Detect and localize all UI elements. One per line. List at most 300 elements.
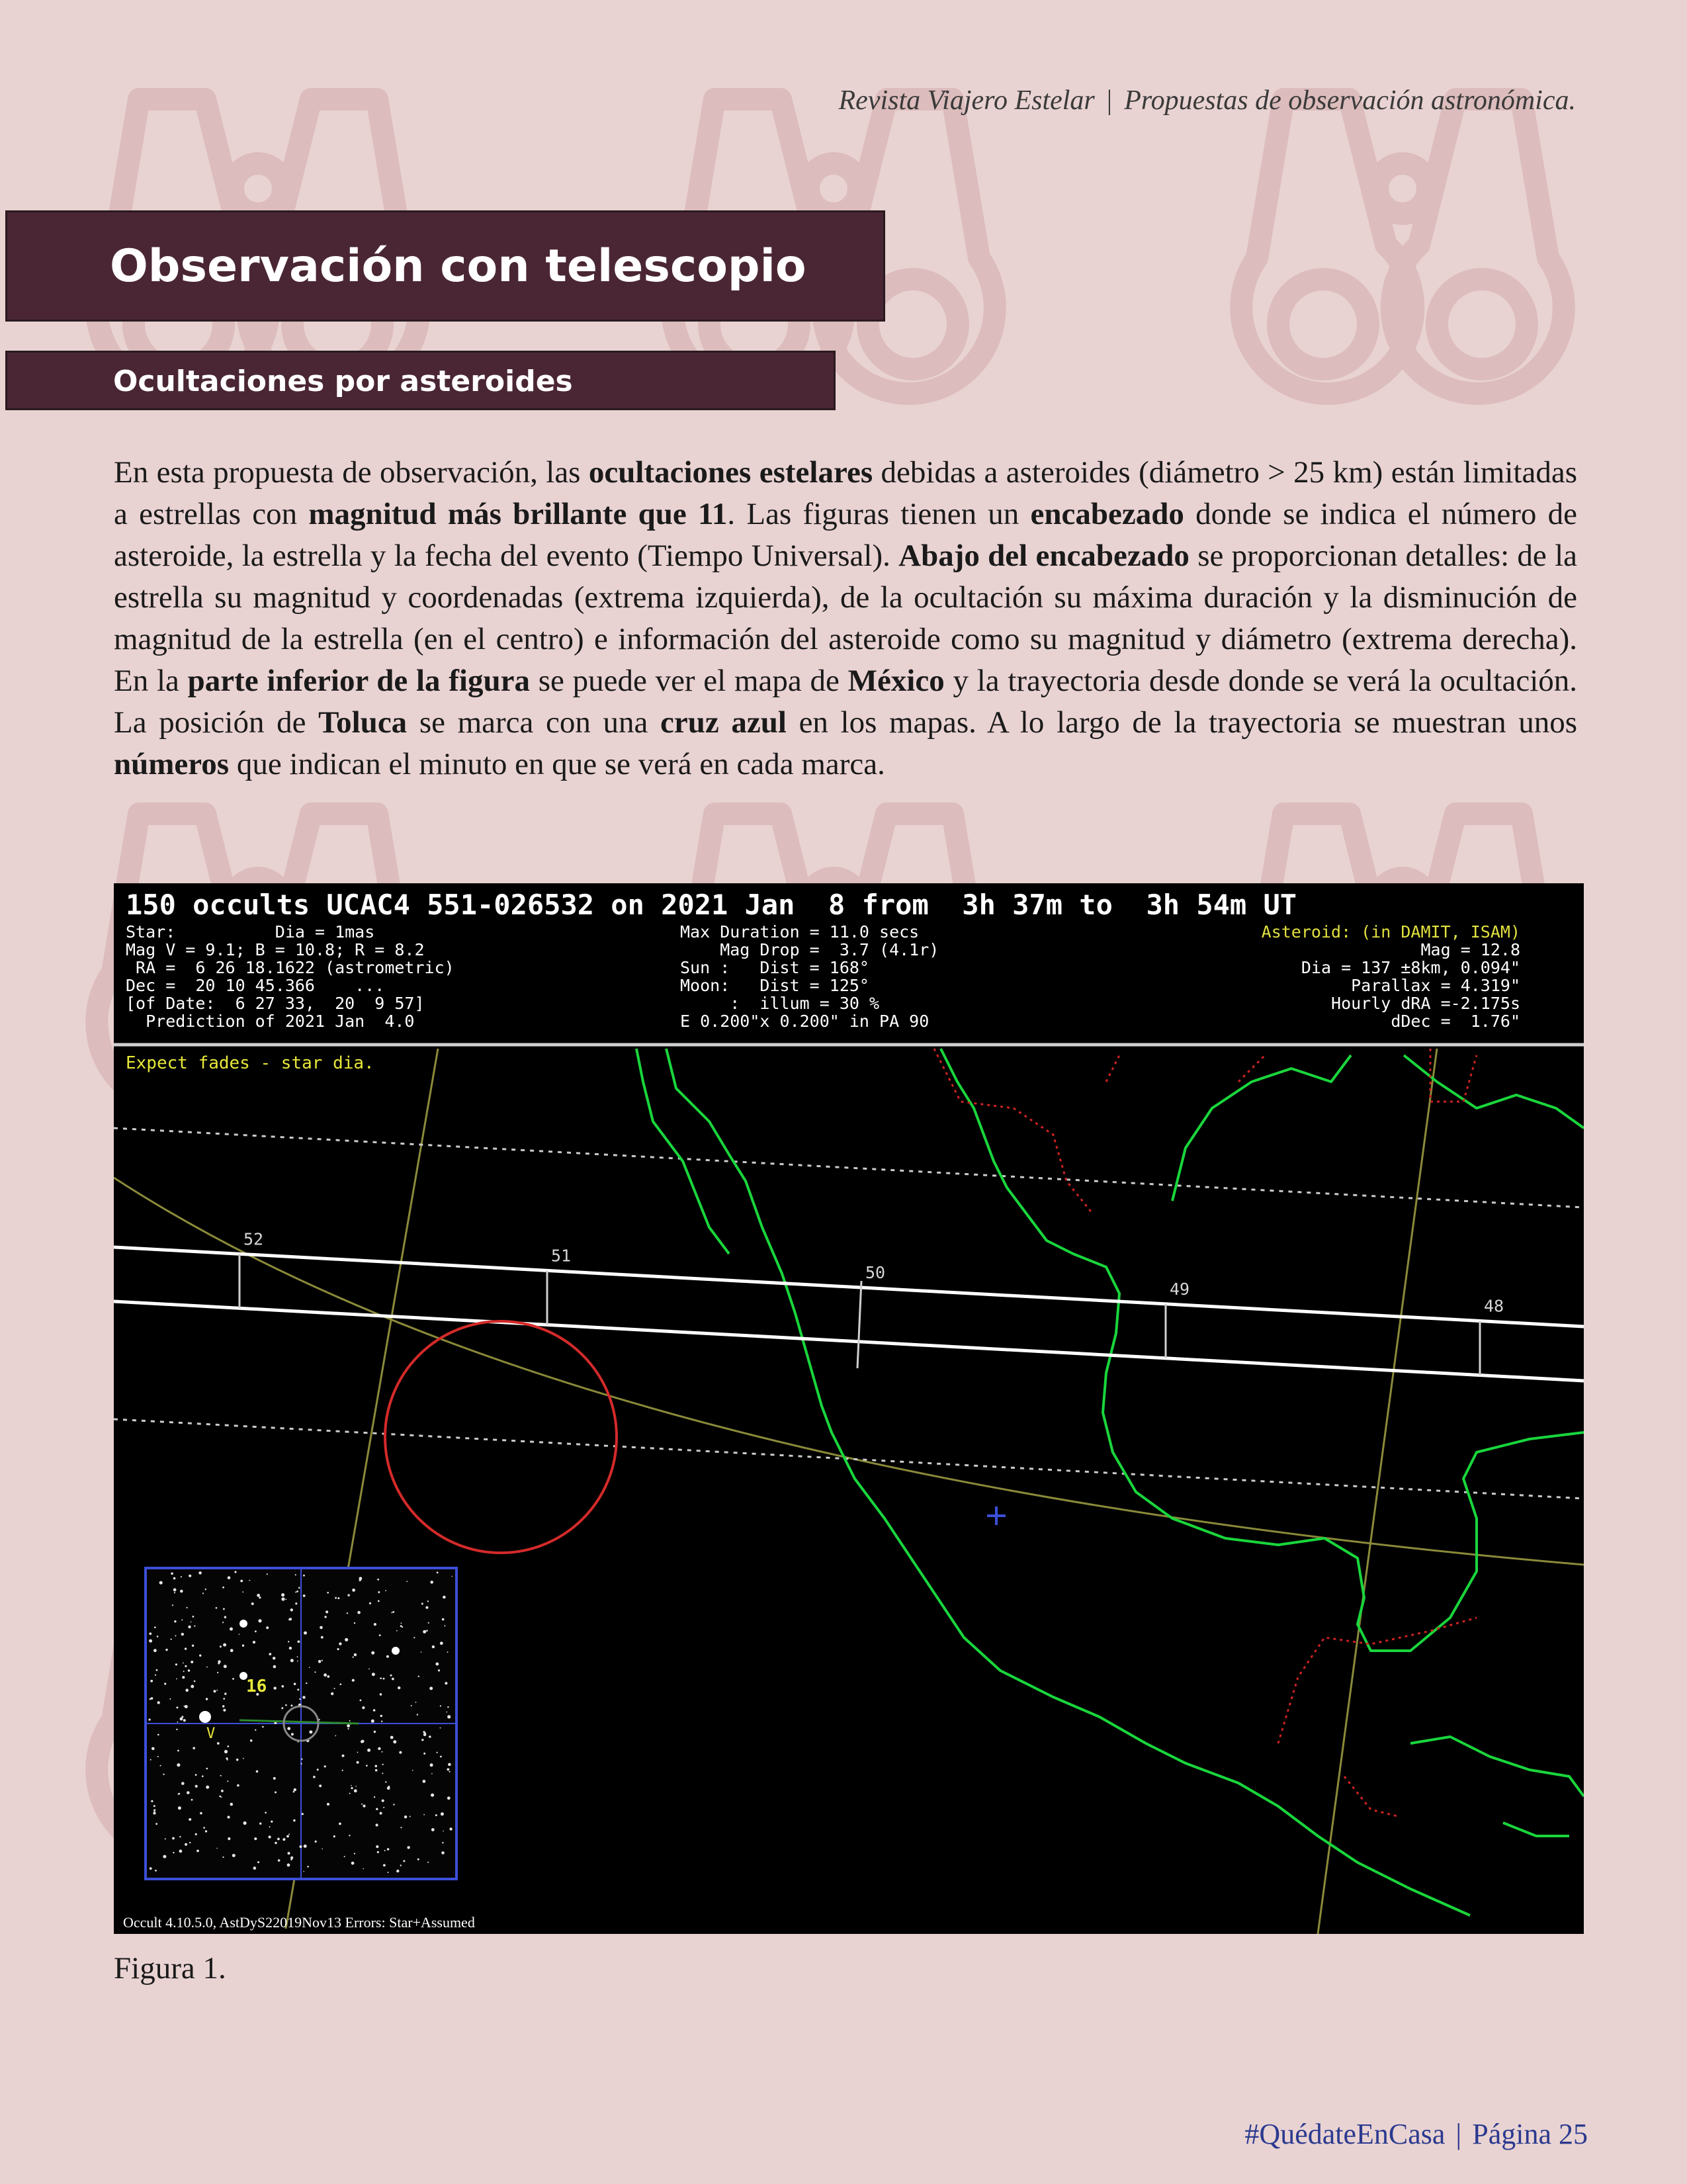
background-star	[157, 1756, 159, 1757]
background-star	[149, 1719, 151, 1721]
background-star	[282, 1685, 284, 1688]
background-star	[205, 1830, 207, 1832]
background-star	[445, 1682, 447, 1684]
subtitle-bar	[5, 351, 836, 410]
background-star	[360, 1700, 362, 1702]
international-borders	[934, 1049, 1477, 1816]
background-star	[163, 1855, 166, 1858]
background-star	[281, 1593, 284, 1596]
background-star	[239, 1634, 240, 1635]
background-star	[223, 1709, 226, 1712]
background-star	[431, 1773, 433, 1774]
background-star	[302, 1813, 304, 1815]
background-star	[206, 1667, 208, 1668]
background-star	[149, 1639, 152, 1643]
background-star	[399, 1751, 402, 1754]
background-star	[387, 1786, 390, 1790]
background-star	[452, 1576, 453, 1577]
background-star	[390, 1675, 392, 1677]
bold-term: números	[114, 747, 230, 781]
running-header	[839, 85, 1576, 116]
background-star	[298, 1587, 300, 1589]
background-star	[382, 1751, 383, 1753]
background-star	[187, 1607, 188, 1608]
background-star	[269, 1835, 271, 1838]
background-star	[153, 1810, 155, 1812]
background-star	[271, 1821, 273, 1823]
background-star	[430, 1581, 433, 1584]
background-star	[387, 1848, 390, 1851]
background-star	[291, 1733, 294, 1735]
background-star	[331, 1692, 333, 1695]
background-star	[297, 1656, 298, 1657]
background-star	[250, 1739, 253, 1742]
paragraph-text: donde se indica el número de asteroide, la estrella y la fecha del evento (Tiempo Universal).	[114, 497, 1578, 573]
background-star	[294, 1682, 296, 1685]
background-star	[251, 1602, 254, 1605]
background-star	[349, 1720, 351, 1722]
background-star	[249, 1580, 251, 1581]
background-star	[217, 1672, 218, 1673]
background-star	[273, 1657, 275, 1659]
bold-term: cruz azul	[660, 705, 787, 740]
figure-caption: Figura 1.	[114, 1951, 226, 1986]
background-star	[385, 1590, 386, 1591]
background-star	[205, 1589, 206, 1590]
background-star	[315, 1841, 317, 1843]
background-star	[223, 1608, 225, 1610]
background-star	[157, 1636, 159, 1638]
background-star	[157, 1701, 160, 1704]
figure-detail-line: Hourly dRA =-2.175s	[1331, 994, 1520, 1013]
section-name: Propuestas de observación astronómica.	[1124, 85, 1576, 116]
background-star	[189, 1842, 191, 1843]
background-star	[376, 1845, 378, 1848]
expect-note: Expect fades - star dia.	[126, 1053, 374, 1073]
background-star	[173, 1577, 176, 1580]
background-star	[304, 1632, 307, 1635]
background-star	[181, 1576, 182, 1577]
background-star	[297, 1688, 299, 1690]
background-star	[354, 1853, 355, 1855]
background-star	[345, 1638, 348, 1641]
background-star	[289, 1647, 292, 1649]
background-star	[401, 1622, 402, 1624]
background-star	[324, 1616, 326, 1618]
background-star	[449, 1771, 451, 1772]
background-star	[185, 1705, 188, 1708]
paragraph-text: se marca con una	[407, 705, 661, 740]
background-star	[179, 1850, 183, 1853]
background-star	[187, 1791, 190, 1794]
toluca-cross	[987, 1507, 1006, 1525]
background-star	[199, 1655, 201, 1657]
background-star	[185, 1647, 187, 1649]
background-star	[349, 1835, 350, 1836]
background-star	[230, 1803, 234, 1806]
background-star	[151, 1800, 153, 1802]
background-star	[171, 1573, 173, 1575]
background-star	[223, 1643, 226, 1647]
background-star	[380, 1693, 382, 1696]
figure-software-credit: Occult 4.10.5.0, AstDyS22019Nov13 Errors: Star+Assumed	[123, 1914, 475, 1931]
background-star	[378, 1747, 380, 1750]
header-separator: |	[1106, 85, 1113, 116]
background-star	[253, 1641, 255, 1643]
background-star	[285, 1704, 287, 1706]
inset-marker: V	[206, 1725, 216, 1742]
background-star	[423, 1814, 425, 1815]
background-star	[444, 1625, 445, 1626]
background-star	[396, 1870, 399, 1872]
background-star	[347, 1724, 350, 1727]
background-star	[193, 1747, 195, 1749]
background-star	[429, 1686, 433, 1690]
background-star	[320, 1626, 323, 1630]
background-star	[255, 1630, 257, 1632]
background-star	[257, 1861, 259, 1863]
background-star	[185, 1665, 187, 1667]
background-star	[352, 1589, 355, 1592]
figure-detail-line: : illum = 30 %	[680, 994, 880, 1013]
background-star	[237, 1784, 239, 1787]
background-star	[220, 1775, 222, 1776]
background-star	[361, 1804, 363, 1805]
background-star	[375, 1765, 378, 1768]
background-star	[295, 1574, 296, 1575]
background-star	[307, 1866, 309, 1868]
background-star	[176, 1679, 177, 1680]
inset-label: 16	[246, 1677, 267, 1696]
figure-detail-line: Max Duration = 11.0 secs	[680, 922, 920, 941]
background-star	[418, 1676, 419, 1677]
background-star	[437, 1752, 438, 1753]
background-star	[374, 1731, 376, 1733]
background-star	[177, 1750, 179, 1752]
star-field-inset	[146, 1568, 456, 1879]
background-star	[415, 1702, 417, 1703]
background-star	[447, 1706, 449, 1708]
background-star	[324, 1765, 326, 1767]
background-star	[290, 1659, 294, 1662]
background-star	[262, 1726, 264, 1728]
background-star	[293, 1791, 295, 1793]
background-star	[196, 1850, 199, 1853]
background-star	[269, 1826, 271, 1827]
footer-separator: |	[1455, 2118, 1462, 2150]
background-star	[413, 1637, 415, 1638]
background-star	[149, 1632, 151, 1635]
background-star	[176, 1729, 177, 1730]
figure-detail-line: dDec = 1.76"	[1391, 1012, 1520, 1031]
background-star	[392, 1678, 394, 1681]
background-star	[380, 1715, 382, 1717]
background-star	[333, 1835, 335, 1837]
background-star	[425, 1606, 428, 1609]
background-star	[192, 1645, 194, 1647]
background-star	[253, 1866, 257, 1870]
background-star	[214, 1690, 216, 1692]
background-star	[289, 1618, 292, 1620]
background-star	[378, 1591, 380, 1593]
background-star	[180, 1718, 183, 1721]
background-star	[203, 1827, 205, 1829]
background-star	[347, 1594, 349, 1596]
background-star	[347, 1728, 349, 1729]
background-star	[267, 1573, 268, 1575]
background-star	[287, 1727, 290, 1730]
background-star	[216, 1690, 218, 1691]
background-star	[325, 1610, 328, 1613]
background-star	[156, 1669, 158, 1671]
background-star	[227, 1780, 228, 1782]
background-star	[175, 1635, 176, 1636]
occultation-details	[680, 923, 939, 1030]
background-star	[232, 1854, 236, 1857]
background-star	[421, 1651, 422, 1653]
background-star	[357, 1752, 359, 1753]
background-star	[342, 1770, 343, 1771]
background-star	[304, 1845, 307, 1848]
background-star	[189, 1575, 191, 1577]
background-star	[184, 1706, 185, 1707]
background-star	[227, 1815, 230, 1818]
background-star	[447, 1712, 448, 1713]
background-star	[182, 1676, 185, 1679]
background-star	[371, 1651, 374, 1655]
background-star	[150, 1759, 151, 1761]
background-star	[354, 1622, 355, 1624]
background-star	[361, 1740, 363, 1743]
background-star	[340, 1683, 342, 1685]
background-star	[256, 1770, 259, 1773]
background-star	[440, 1705, 441, 1706]
paragraph-text: que indican el minuto en que se verá en cada marca.	[229, 747, 885, 781]
background-star	[375, 1769, 378, 1772]
background-star	[423, 1733, 427, 1737]
background-star	[176, 1706, 178, 1708]
background-star	[188, 1669, 190, 1671]
background-star	[222, 1622, 224, 1623]
background-star	[200, 1812, 202, 1815]
background-star	[393, 1740, 396, 1743]
background-star	[195, 1833, 197, 1835]
coastline-mexico	[636, 1049, 1584, 1915]
background-star	[421, 1603, 423, 1605]
background-star	[318, 1660, 322, 1663]
background-star	[288, 1641, 289, 1642]
background-star	[174, 1620, 176, 1622]
background-star	[327, 1803, 329, 1806]
background-star	[438, 1669, 440, 1671]
background-star	[374, 1623, 376, 1626]
background-star	[376, 1823, 378, 1826]
bold-term: Abajo del encabezado	[898, 539, 1190, 573]
background-star	[179, 1836, 181, 1837]
background-star	[440, 1641, 443, 1645]
background-star	[335, 1735, 336, 1737]
background-star	[290, 1858, 292, 1860]
background-star	[337, 1597, 339, 1599]
background-star	[153, 1649, 157, 1652]
background-star	[322, 1660, 323, 1661]
background-star	[191, 1622, 192, 1623]
figure-detail-line: Moon: Dist = 125°	[680, 976, 869, 995]
figure-detail-line: Star: Dia = 1mas	[126, 922, 375, 941]
background-star	[153, 1812, 155, 1814]
background-star	[224, 1616, 226, 1618]
background-star	[181, 1633, 184, 1636]
background-star	[236, 1759, 239, 1761]
background-star	[362, 1706, 365, 1709]
background-star	[396, 1630, 398, 1632]
background-star	[228, 1576, 231, 1579]
background-star	[321, 1636, 324, 1639]
background-star	[254, 1837, 257, 1840]
background-star	[443, 1831, 444, 1832]
background-star	[302, 1696, 305, 1698]
background-star	[403, 1860, 405, 1862]
background-star	[390, 1736, 394, 1739]
background-star	[437, 1571, 439, 1573]
background-star	[423, 1630, 426, 1634]
background-star	[351, 1785, 352, 1786]
background-star	[359, 1579, 361, 1581]
background-star	[243, 1821, 247, 1825]
background-star	[227, 1745, 229, 1747]
background-star	[382, 1764, 384, 1765]
background-star	[383, 1864, 386, 1866]
figure-header	[114, 883, 1584, 1042]
background-star	[322, 1849, 323, 1850]
background-star	[275, 1842, 277, 1845]
background-star	[216, 1848, 218, 1849]
background-star	[351, 1862, 355, 1865]
background-star	[319, 1784, 322, 1787]
background-star	[398, 1686, 400, 1689]
background-star	[274, 1686, 277, 1689]
background-star	[150, 1680, 153, 1682]
background-star	[278, 1859, 281, 1862]
background-star	[440, 1756, 442, 1758]
background-star	[381, 1721, 382, 1722]
background-star	[191, 1799, 193, 1801]
background-star	[169, 1698, 171, 1700]
background-star	[179, 1793, 181, 1795]
background-star	[172, 1604, 173, 1606]
background-star	[266, 1626, 269, 1629]
background-star	[183, 1663, 184, 1664]
page-title: Observación con telescopio	[110, 240, 806, 292]
background-star	[357, 1611, 361, 1614]
background-star	[157, 1734, 159, 1736]
background-star	[172, 1837, 175, 1840]
background-star	[222, 1587, 224, 1589]
minute-label: 51	[551, 1246, 572, 1266]
background-star	[195, 1774, 197, 1776]
background-star	[347, 1612, 348, 1614]
figure-detail-line: Prediction of 2021 Jan 4.0	[126, 1012, 415, 1031]
bold-term: Toluca	[318, 705, 408, 740]
background-star	[195, 1785, 198, 1788]
background-star	[295, 1591, 296, 1593]
background-star	[303, 1594, 306, 1597]
background-star	[309, 1667, 310, 1668]
background-star	[380, 1812, 382, 1815]
figure-detail-line: Mag Drop = 3.7 (4.1r)	[680, 940, 939, 959]
background-star	[222, 1856, 224, 1858]
figure-detail-line: RA = 6 26 18.1622 (astrometric)	[126, 958, 454, 977]
background-star	[382, 1800, 384, 1802]
background-star	[165, 1838, 166, 1839]
background-star	[150, 1867, 152, 1870]
minute-tick-marks	[239, 1229, 1504, 1375]
background-star	[273, 1777, 276, 1780]
figure-detail-line: Asteroid: (in DAMIT, ISAM)	[1261, 922, 1520, 941]
background-star	[300, 1845, 302, 1848]
background-star	[281, 1707, 283, 1709]
background-star	[294, 1788, 296, 1791]
bold-term: magnitud más brillante que 11	[308, 497, 728, 531]
background-star	[290, 1608, 293, 1611]
background-star	[155, 1823, 157, 1825]
background-star	[301, 1763, 302, 1765]
background-star	[155, 1870, 157, 1872]
background-star	[357, 1761, 359, 1764]
background-star	[242, 1591, 243, 1593]
background-star	[371, 1720, 374, 1723]
background-star	[163, 1774, 164, 1775]
background-star	[155, 1675, 156, 1676]
background-star	[431, 1794, 434, 1797]
figure-detail-line: Mag = 12.8	[1420, 940, 1520, 959]
background-star	[304, 1871, 305, 1872]
background-star	[220, 1645, 222, 1647]
background-star	[232, 1678, 234, 1680]
background-star	[228, 1837, 230, 1840]
background-star	[223, 1698, 225, 1700]
figure-detail-line: Dec = 20 10 45.366 ...	[126, 976, 385, 995]
background-star	[206, 1786, 209, 1789]
background-star	[447, 1715, 451, 1718]
minute-label: 49	[1170, 1279, 1190, 1299]
background-star	[202, 1593, 204, 1594]
background-star	[194, 1626, 195, 1627]
background-star	[327, 1592, 329, 1594]
meridian-line	[1318, 1049, 1437, 1934]
paragraph-text: en los mapas. A lo largo de la trayectoria se muestran unos	[786, 705, 1577, 740]
background-star	[174, 1592, 175, 1593]
background-star	[352, 1679, 355, 1682]
background-star	[373, 1709, 376, 1712]
background-star	[180, 1590, 183, 1593]
background-star	[224, 1665, 227, 1668]
background-star	[428, 1622, 429, 1624]
figure-detail-line: E 0.200"x 0.200" in PA 90	[680, 1012, 930, 1031]
background-star	[189, 1818, 191, 1821]
background-star	[220, 1796, 222, 1798]
background-star	[412, 1770, 413, 1771]
background-star	[173, 1589, 177, 1592]
background-star	[295, 1602, 297, 1604]
background-star	[185, 1688, 189, 1692]
background-star	[288, 1834, 290, 1835]
background-star	[240, 1580, 243, 1583]
background-star	[287, 1864, 290, 1867]
background-star	[299, 1698, 300, 1700]
background-star	[366, 1765, 368, 1767]
background-star	[221, 1790, 224, 1792]
